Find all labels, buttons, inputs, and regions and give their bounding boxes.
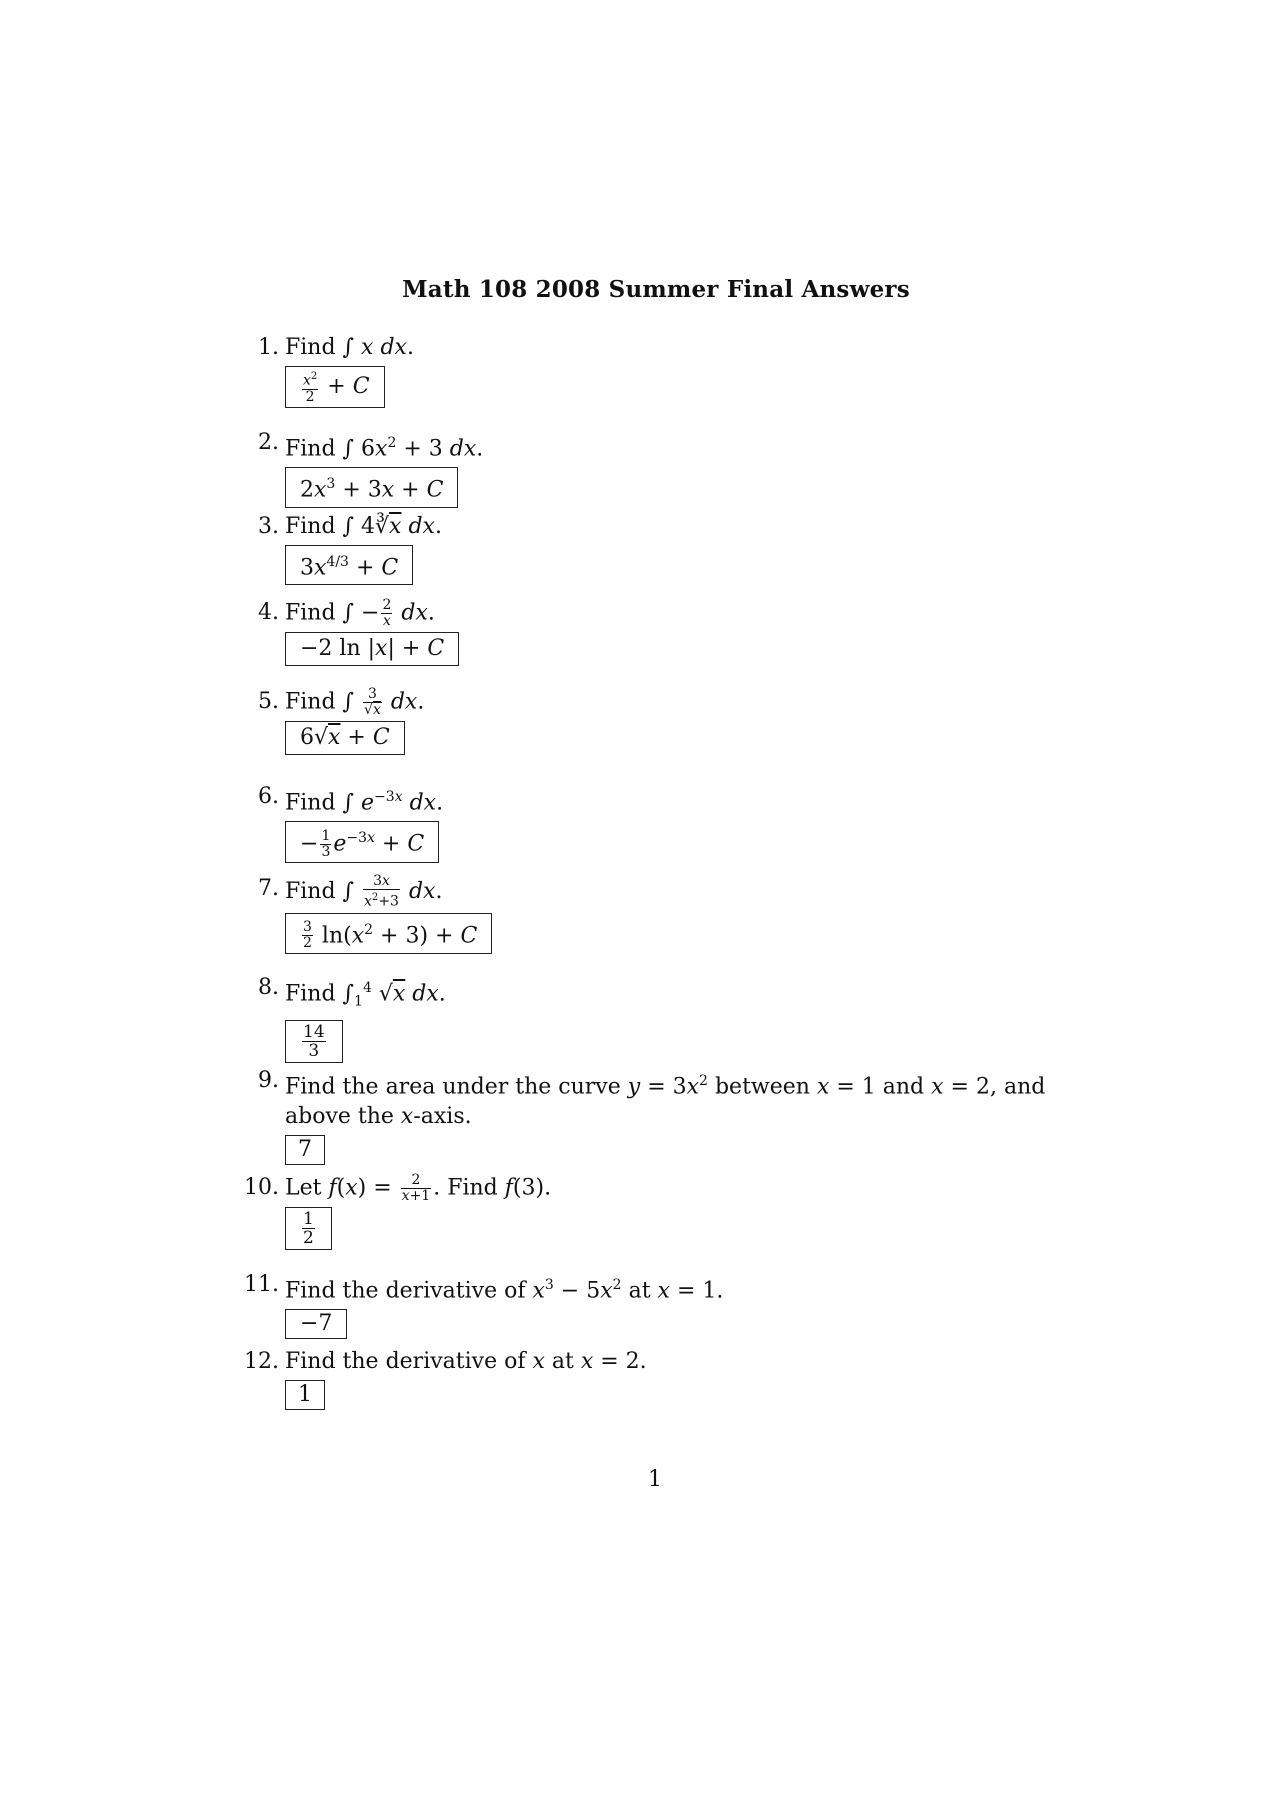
problem-question: Find ∫ x dx. [285, 335, 414, 360]
answer-box: $\frac{1}{2}$ [285, 1207, 332, 1250]
problem-number: 5. [258, 689, 279, 714]
answer-box: −7 [285, 1309, 347, 1339]
answer-box: 7 [285, 1135, 325, 1165]
page-number: 1 [648, 1467, 662, 1492]
problem-question: Let f(x) = $\frac{2}{x+1}$ . Find f(3). [285, 1172, 552, 1204]
problem-2 [258, 428, 1065, 508]
problem-number: 7. [258, 876, 279, 901]
problem-4 [258, 597, 1065, 666]
problem-11 [244, 1270, 1065, 1339]
problem-number: 10. [244, 1175, 279, 1200]
answer-box: $\frac{14}{3}$ [285, 1020, 343, 1063]
problem-number: 1. [258, 335, 279, 360]
problem-9 [258, 1066, 1065, 1165]
problem-8 [258, 973, 1065, 1063]
page-title: Math 108 2008 Summer Final Answers [402, 276, 910, 303]
problem-number: 2. [258, 430, 279, 455]
answer-box: $\frac{3}{2}$ $\ln(x^2 + 3) + C$ [285, 913, 492, 955]
problem-number: 6. [258, 784, 279, 809]
problem-10 [244, 1172, 1065, 1250]
problem-question: Find ∫ $\frac{3}{√x}$ dx. [285, 686, 425, 718]
problem-number: 3. [258, 514, 279, 539]
problem-question: Find the derivative of $x^3 - 5x^2$ at x = 1. [285, 1277, 724, 1304]
problem-question: Find ∫ $4∛\overline{x}$ dx. [285, 514, 442, 539]
answer-box: $\frac{x^2}{2}$ + C [285, 366, 385, 408]
problem-question: Find the derivative of x at x = 2. [285, 1349, 647, 1374]
answer-box: − $\frac{1}{3}$ $e^{-3x} + C$ [285, 821, 439, 863]
problem-number: 11. [244, 1272, 279, 1297]
problem-1 [258, 333, 1065, 408]
problem-question: Find ∫ $e^{-3x}$ dx. [285, 789, 444, 816]
problem-question: Find ∫ $\frac{3x}{x^2+3}$ dx. [285, 873, 443, 910]
problem-5 [258, 686, 1065, 755]
answer-box: $2x^3 + 3x + C$ [285, 467, 458, 507]
problem-question: Find ∫ − $\frac{2}{x}$ dx. [285, 597, 435, 629]
problem-number: 12. [244, 1349, 279, 1374]
problem-number: 8. [258, 975, 279, 1000]
problem-question: Find the area under the curve $y = 3x^2$ between x = 1 and x = 2, and above the x-axis. [285, 1073, 1046, 1130]
problem-3 [258, 512, 1065, 585]
answer-box: $3x^{4/3} + C$ [285, 545, 413, 585]
problem-7 [258, 873, 1065, 954]
problem-question: Find ∫ $6x^2 + 3$ dx. [285, 435, 484, 462]
answer-box: −2 ln |x| + C [285, 632, 459, 666]
problem-12 [244, 1347, 1065, 1410]
problem-number: 4. [258, 600, 279, 625]
answer-box: 6√x + C [285, 721, 405, 755]
answer-box: 1 [285, 1380, 325, 1410]
problem-6 [258, 782, 1065, 863]
problem-number: 9. [258, 1068, 279, 1093]
problem-question: Find $\int_1^4$ √x dx. [285, 980, 446, 1010]
